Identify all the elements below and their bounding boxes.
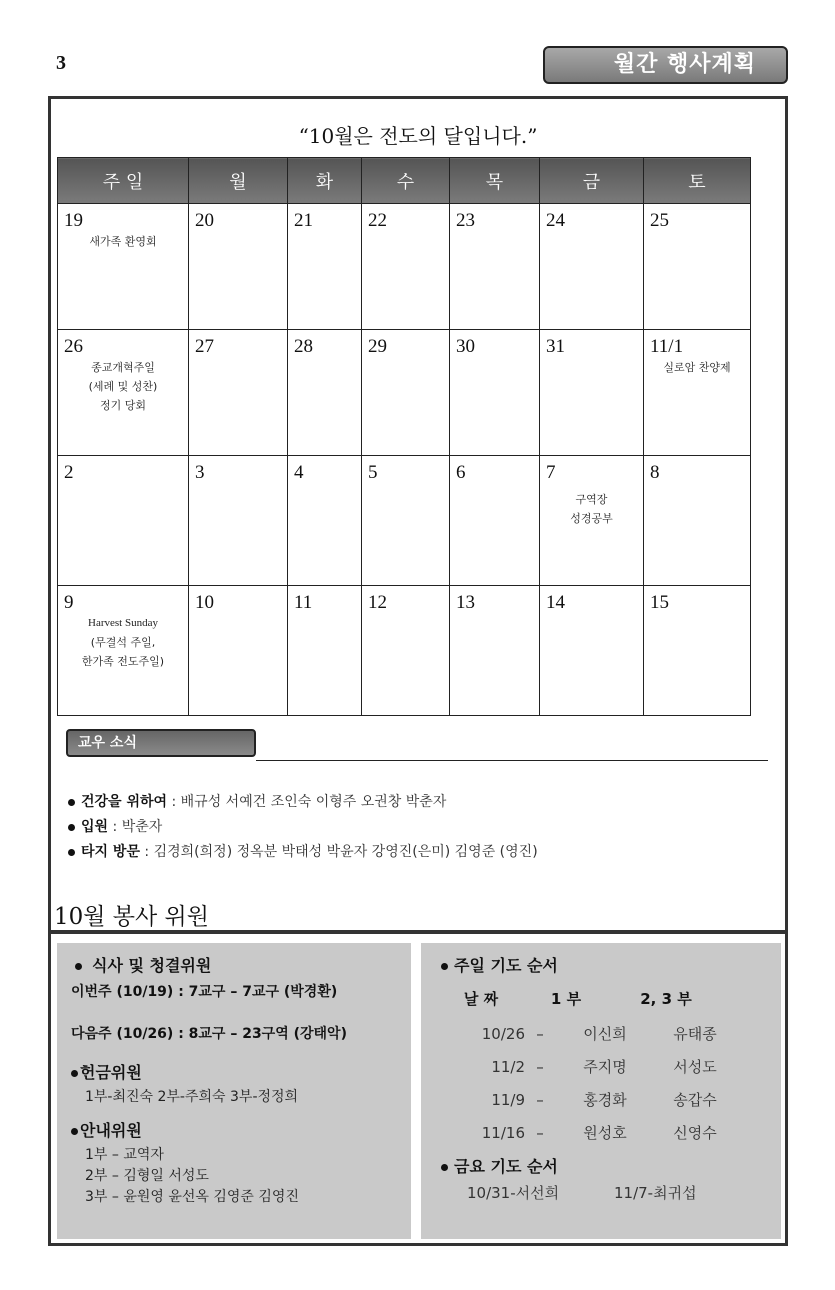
calendar-event: 성경공부: [570, 512, 613, 525]
calendar-day-cell: [288, 330, 362, 456]
prayer-second: 송갑수: [673, 1091, 717, 1109]
calendar-event: 종교개혁주일: [91, 361, 155, 374]
news-list: [68, 790, 538, 865]
day-number: 9: [64, 592, 74, 613]
prayer-second: 유태종: [673, 1025, 717, 1043]
day-number: 11/1: [650, 336, 684, 357]
next-week-line: 다음주 (10/26) : 8교구 – 23구역 (강태악): [71, 1026, 347, 1042]
calendar-day-cell: [644, 456, 751, 586]
news-item: [68, 840, 538, 865]
calendar-day-cell: [288, 456, 362, 586]
calendar-day-cell: [362, 330, 450, 456]
calendar-day-cell: [450, 456, 540, 586]
day-number: 5: [368, 462, 378, 483]
calendar-event: 한가족 전도주일): [81, 655, 165, 668]
prayer-date: 11/16: [481, 1124, 525, 1142]
calendar-day-cell: [540, 204, 644, 330]
calendar-event: 정기 당회: [99, 399, 146, 412]
prayer-first: 홍경화: [583, 1091, 627, 1109]
bullet-icon: [68, 824, 75, 831]
bullet-icon: [441, 963, 448, 970]
news-item: [68, 815, 538, 840]
weekday-header: 화: [288, 158, 362, 204]
calendar-day-cell: [450, 586, 540, 716]
usher-line: 2부 – 김형일 서성도: [85, 1168, 209, 1184]
weekday-header: 수: [362, 158, 450, 204]
page-number: 3: [56, 52, 66, 74]
prayer-dash: –: [536, 1025, 544, 1043]
day-number: 19: [64, 210, 83, 231]
weekday-header: 주 일: [58, 158, 189, 204]
prayer-row: [441, 1117, 761, 1150]
header-second: 2, 3 부: [640, 990, 692, 1008]
calendar-day-cell: [189, 330, 288, 456]
calendar-event: Harvest Sunday: [88, 617, 158, 629]
day-number: 29: [368, 336, 387, 357]
prayer-first: 주지명: [583, 1058, 627, 1076]
day-number: 15: [650, 592, 669, 613]
day-number: 2: [64, 462, 74, 483]
day-number: 25: [650, 210, 669, 231]
day-number: 24: [546, 210, 565, 231]
calendar-day-cell: [58, 330, 189, 456]
calendar-week-row: [58, 330, 751, 456]
news-separator: :: [167, 794, 181, 810]
usher-line: 3부 – 윤원영 윤선옥 김영준 김영진: [85, 1189, 299, 1205]
offering-heading: 헌금위원: [71, 1060, 397, 1083]
calendar-event: 구역장: [575, 493, 608, 506]
bullet-icon: [68, 849, 75, 856]
friday-entry: 11/7-최귀섭: [614, 1184, 697, 1202]
news-divider: [256, 760, 768, 761]
day-number: 21: [294, 210, 313, 231]
service-right-panel: [421, 943, 781, 1239]
bullet-icon: [441, 1164, 448, 1171]
calendar-day-cell: [450, 330, 540, 456]
calendar-event: (무결석 주일,: [90, 636, 156, 649]
calendar-day-cell: [540, 456, 644, 586]
day-number: 22: [368, 210, 387, 231]
usher-line: 1부 – 교역자: [85, 1147, 164, 1163]
header-date: 날 짜: [463, 990, 499, 1008]
calendar-day-cell: [362, 204, 450, 330]
news-label: 타지 방문: [81, 844, 140, 860]
calendar-event: 새가족 환영회: [89, 235, 157, 248]
prayer-first: 원성호: [583, 1124, 627, 1142]
prayer-dash: –: [536, 1124, 544, 1142]
calendar-day-cell: [189, 204, 288, 330]
prayer-row: [441, 1084, 761, 1117]
calendar-day-cell: [58, 586, 189, 716]
calendar-day-cell: [288, 586, 362, 716]
friday-entry: 10/31-서선희: [467, 1184, 560, 1202]
bullet-icon: [68, 799, 75, 806]
bullet-icon: [71, 1128, 78, 1135]
news-separator: :: [139, 844, 154, 860]
day-number: 23: [456, 210, 475, 231]
prayer-second: 신영수: [673, 1124, 717, 1142]
offering-line: 1부-최진숙 2부-주희숙 3부-정정희: [85, 1089, 299, 1105]
prayer-date: 11/2: [491, 1058, 525, 1076]
service-title: 10월 봉사 위원: [54, 904, 209, 930]
day-number: 10: [195, 592, 214, 613]
day-number: 26: [64, 336, 83, 357]
prayer-second: 서성도: [673, 1058, 717, 1076]
calendar-day-cell: [189, 456, 288, 586]
day-number: 7: [546, 462, 556, 483]
prayer-date: 10/26: [481, 1025, 525, 1043]
prayer-table-header: [441, 980, 761, 1018]
calendar-day-cell: [58, 456, 189, 586]
calendar-event: 실로암 찬양제: [663, 361, 731, 374]
header-first: 1 부: [550, 990, 582, 1008]
prayer-dash: –: [536, 1058, 544, 1076]
cleaning-heading: 식사 및 청결위원: [71, 953, 397, 976]
prayer-date: 11/9: [491, 1091, 525, 1109]
prayer-row: [441, 1051, 761, 1084]
calendar-day-cell: [540, 330, 644, 456]
news-item: [68, 790, 538, 815]
weekday-header: 목: [450, 158, 540, 204]
day-number: 12: [368, 592, 387, 613]
calendar-week-row: [58, 456, 751, 586]
calendar-day-cell: [58, 204, 189, 330]
calendar-title: “10월은 전도의 달입니다.”: [298, 124, 538, 148]
weekday-header: 월: [189, 158, 288, 204]
day-number: 20: [195, 210, 214, 231]
day-number: 6: [456, 462, 466, 483]
news-text: 박춘자: [121, 819, 163, 835]
friday-prayer-heading: 금요 기도 순서: [441, 1154, 761, 1177]
day-number: 31: [546, 336, 565, 357]
news-badge: 교우 소식: [66, 729, 256, 757]
prayer-first: 이신희: [583, 1025, 627, 1043]
calendar-day-cell: [644, 204, 751, 330]
news-text: 배규성 서예건 조인숙 이형주 오권창 박춘자: [180, 794, 447, 810]
calendar-weekday-row: [58, 158, 751, 204]
calendar-event: (세례 및 성찬): [88, 380, 158, 393]
day-number: 11: [294, 592, 313, 613]
calendar-day-cell: [362, 586, 450, 716]
this-week-line: 이번주 (10/19) : 7교구 – 7교구 (박경환): [71, 984, 338, 1000]
sunday-prayer-heading: 주일 기도 순서: [441, 953, 761, 976]
bullet-icon: [75, 963, 82, 970]
calendar-day-cell: [189, 586, 288, 716]
calendar-week-row: [58, 586, 751, 716]
calendar-week-row: [58, 204, 751, 330]
news-label: 입원: [81, 819, 109, 835]
bullet-icon: [71, 1070, 78, 1077]
day-number: 27: [195, 336, 214, 357]
calendar-day-cell: [644, 330, 751, 456]
day-number: 8: [650, 462, 660, 483]
service-left-panel: [57, 943, 411, 1239]
day-number: 28: [294, 336, 313, 357]
prayer-row: [441, 1018, 761, 1051]
calendar-day-cell: [540, 586, 644, 716]
news-separator: :: [108, 819, 122, 835]
day-number: 4: [294, 462, 304, 483]
prayer-dash: –: [536, 1091, 544, 1109]
calendar-table: [57, 157, 751, 716]
weekday-header: 금: [540, 158, 644, 204]
calendar-day-cell: [644, 586, 751, 716]
news-text: 김경희(희정) 정옥분 박태성 박윤자 강영진(은미) 김영준 (영진): [153, 844, 538, 860]
day-number: 13: [456, 592, 475, 613]
calendar-day-cell: [362, 456, 450, 586]
day-number: 30: [456, 336, 475, 357]
section-title-badge: 월간 행사계획: [543, 46, 788, 84]
friday-prayer-row: [441, 1181, 761, 1205]
news-label: 건강을 위하여: [81, 794, 168, 810]
weekday-header: 토: [644, 158, 751, 204]
usher-heading: 안내위원: [71, 1118, 397, 1141]
calendar-day-cell: [450, 204, 540, 330]
calendar-day-cell: [288, 204, 362, 330]
day-number: 14: [546, 592, 565, 613]
day-number: 3: [195, 462, 205, 483]
calendar-body: [58, 204, 751, 716]
